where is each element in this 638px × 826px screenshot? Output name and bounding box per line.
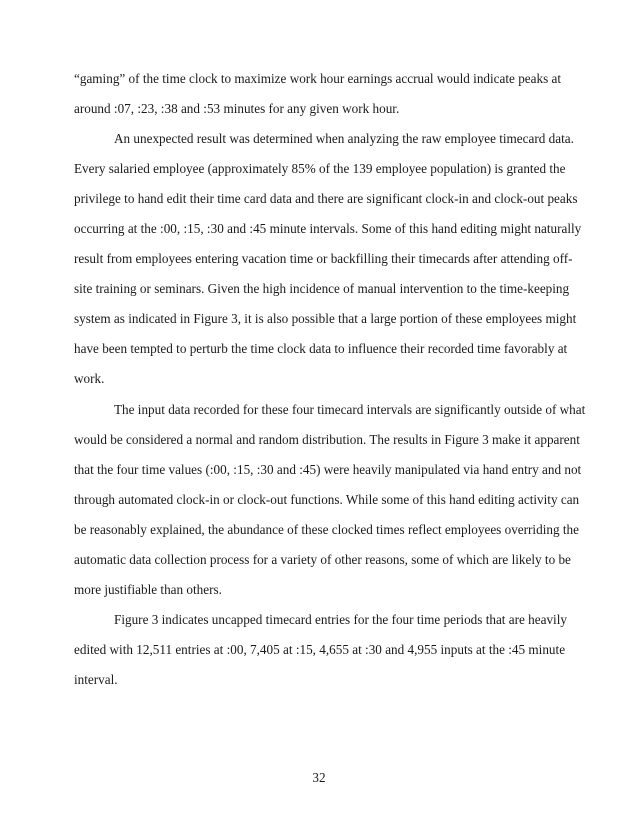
paragraph-start-line: Figure 3 indicates uncapped timecard entries for the four time periods that are heavily bbox=[114, 611, 567, 627]
text-line: site training or seminars. Given the high incidence of manual intervention to the time-keeping bbox=[74, 281, 570, 297]
text-line: Every salaried employee (approximately 85% of the 139 employee population) is granted the bbox=[74, 161, 566, 177]
paragraph-start-line: An unexpected result was determined when analyzing the raw employee timecard data. bbox=[114, 131, 574, 147]
text-line: around :07, :23, :38 and :53 minutes for any given work hour. bbox=[74, 101, 400, 117]
text-line: edited with 12,511 entries at :00, 7,405 at :15, 4,655 at :30 and 4,955 inputs at the :45 minute bbox=[74, 641, 566, 657]
text-line: would be considered a normal and random distribution. The results in Figure 3 make it apparent bbox=[74, 431, 580, 447]
text-line: have been tempted to perturb the time clock data to influence their recorded time favorably at bbox=[74, 341, 568, 357]
text-line: privilege to hand edit their time card data and there are significant clock-in and clock-out peaks bbox=[74, 191, 578, 207]
text-line: interval. bbox=[74, 671, 118, 687]
text-line: work. bbox=[74, 371, 105, 387]
paragraph-start-line: The input data recorded for these four timecard intervals are significantly outside of what bbox=[114, 401, 586, 417]
text-line: more justifiable than others. bbox=[74, 581, 222, 597]
text-line: occurring at the :00, :15, :30 and :45 minute intervals. Some of this hand editing might naturally bbox=[74, 221, 582, 237]
text-line: through automated clock-in or clock-out functions. While some of this hand editing activity can bbox=[74, 491, 580, 507]
body-text bbox=[74, 64, 586, 695]
text-line: that the four time values (:00, :15, :30 and :45) were heavily manipulated via hand entry and not bbox=[74, 461, 582, 477]
text-line: automatic data collection process for a variety of other reasons, some of which are likely to be bbox=[74, 551, 571, 567]
text-line: be reasonably explained, the abundance of these clocked times reflect employees overriding the bbox=[74, 521, 579, 537]
text-line: result from employees entering vacation time or backfilling their timecards after attending off- bbox=[74, 251, 573, 267]
page-number: 32 bbox=[312, 770, 326, 785]
text-line: system as indicated in Figure 3, it is also possible that a large portion of these employees might bbox=[74, 311, 577, 327]
text-line: “gaming” of the time clock to maximize work hour earnings accrual would indicate peaks at bbox=[74, 71, 562, 86]
